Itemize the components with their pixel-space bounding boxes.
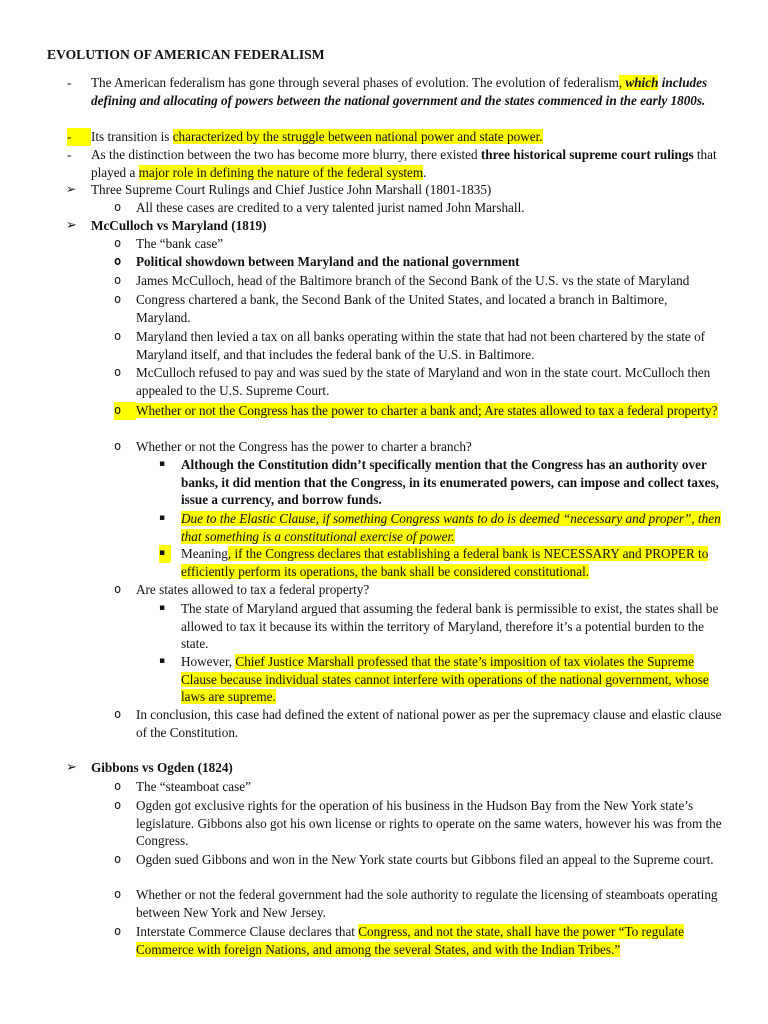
arrow-bullet-icon: ➢ xyxy=(66,760,77,775)
square-bullet-icon: ▪ xyxy=(159,513,166,523)
list-item: o Ogden sued Gibbons and won in the New York state courts but Gibbons filed an appeal to the Supreme court. xyxy=(114,852,714,867)
list-item: o Whether or not the Congress has the power to charter a branch? xyxy=(114,439,472,454)
square-bullet-icon: ▪ xyxy=(159,545,171,563)
circle-bullet: o xyxy=(114,887,122,901)
dash-bullet: - xyxy=(67,75,72,90)
list-item: o Congress chartered a bank, the Second Bank of the United States, and located a branch in Baltimore, Maryland. xyxy=(114,292,668,325)
section-heading-mcculloch: ➢ McCulloch vs Maryland (1819) xyxy=(66,218,267,233)
circle-bullet: o xyxy=(114,798,122,812)
list-item: o In conclusion, this case had defined the extent of national power as per the supremacy clause and elastic clause of the Constitution. xyxy=(114,707,722,740)
circle-bullet: o xyxy=(114,273,122,287)
circle-bullet: o xyxy=(114,402,136,420)
list-item: o Interstate Commerce Clause declares that Congress, and not the state, shall have the power “To regulate Commerce with foreign Nations, and among the several States, and with the Indian Tribes.” xyxy=(114,924,684,957)
circle-bullet: o xyxy=(114,200,122,214)
circle-bullet: o xyxy=(114,779,122,793)
square-bullet-icon: ▪ xyxy=(159,459,166,469)
list-item: o Whether or not the federal government had the sole authority to regulate the licensing of steamboats operating between New York and New Jersey. xyxy=(114,887,718,920)
list-item: o James McCulloch, head of the Baltimore branch of the Second Bank of the U.S. vs the state of Maryland xyxy=(114,273,690,288)
circle-bullet: o xyxy=(114,439,122,453)
section-heading-gibbons: ➢ Gibbons vs Ogden (1824) xyxy=(66,760,233,775)
list-item: o The “bank case” xyxy=(114,236,224,251)
intro-paragraph-1: - The American federalism has gone through several phases of evolution. The evolution of federalism, which includes defining and allocating of powers between the national government and the states commenced in the early 1800s. xyxy=(67,75,708,108)
square-bullet-icon: ▪ xyxy=(159,656,166,666)
sub-list-item: ▪ However, Chief Justice Marshall professed that the state’s imposition of tax violates the Supreme Clause because individual states cannot interfere with operations of the national government, whose laws are supreme. xyxy=(159,654,709,705)
arrow-bullet-icon: ➢ xyxy=(66,182,77,196)
intro-rulings-item: ➢ Three Supreme Court Rulings and Chief Justice John Marshall (1801-1835) xyxy=(66,182,492,197)
dash-bullet: - xyxy=(67,147,72,162)
sub-list-item: ▪ Although the Constitution didn’t specifically mention that the Congress has an authority over banks, it did mention that the Congress, in its enumerated powers, can impose and collect taxes, issue a currency, and borrow funds. xyxy=(159,457,719,508)
circle-bullet: o xyxy=(114,707,122,721)
circle-bullet: o xyxy=(114,254,122,268)
circle-bullet: o xyxy=(114,924,122,938)
arrow-bullet-icon: ➢ xyxy=(66,218,77,233)
list-item: o The “steamboat case” xyxy=(114,779,251,794)
circle-bullet: o xyxy=(114,582,122,596)
list-item: o Ogden got exclusive rights for the operation of his business in the Hudson Bay from the New York state’s legislature. Gibbons also got his own license or rights to operate on the same waters, however his was from the Congress. xyxy=(114,798,722,849)
intro-paragraph-2: - Its transition is characterized by the struggle between national power and state power. xyxy=(67,129,543,144)
circle-bullet: o xyxy=(114,236,122,250)
circle-bullet: o xyxy=(114,329,122,343)
list-item: o Maryland then levied a tax on all banks operating within the state that had not been chartered by the state of Maryland itself, and that includes the federal bank of the U.S. in Baltimore. xyxy=(114,329,706,362)
sub-list-item: ▪ Due to the Elastic Clause, if something Congress wants to do is deemed “necessary and proper”, then that something is a constitutional exercise of power. xyxy=(159,511,721,544)
list-item: o Whether or not the Congress has the power to charter a bank and; Are states allowed to tax a federal property? xyxy=(114,403,718,418)
sub-list-item: ▪ Meaning, if the Congress declares that establishing a federal bank is NECESSARY and PROPER to efficiently perform its operations, the bank shall be considered constitutional. xyxy=(159,546,709,579)
intro-paragraph-3: - As the distinction between the two has become more blurry, there existed three historical supreme court rulings that played a major role in defining the nature of the federal system. xyxy=(67,147,717,180)
list-item: o Political showdown between Maryland and the national government xyxy=(114,254,520,269)
circle-bullet: o xyxy=(114,365,122,379)
sub-list-item: ▪ The state of Maryland argued that assuming the federal bank is permissible to exist, the states shall be allowed to tax it because its within the territory of Maryland, therefore it’s a potential burden to the state. xyxy=(159,601,719,652)
list-item: o McCulloch refused to pay and was sued by the state of Maryland and won in the state court. McCulloch then appealed to the U.S. Supreme Court. xyxy=(114,365,711,398)
square-bullet-icon: ▪ xyxy=(159,603,166,613)
circle-bullet: o xyxy=(114,292,122,306)
intro-rulings-subitem: o All these cases are credited to a very talented jurist named John Marshall. xyxy=(114,200,525,215)
circle-bullet: o xyxy=(114,852,122,866)
dash-bullet: - xyxy=(67,128,91,146)
list-item: o Are states allowed to tax a federal property? xyxy=(114,582,370,597)
page-title: EVOLUTION OF AMERICAN FEDERALISM xyxy=(47,47,325,62)
